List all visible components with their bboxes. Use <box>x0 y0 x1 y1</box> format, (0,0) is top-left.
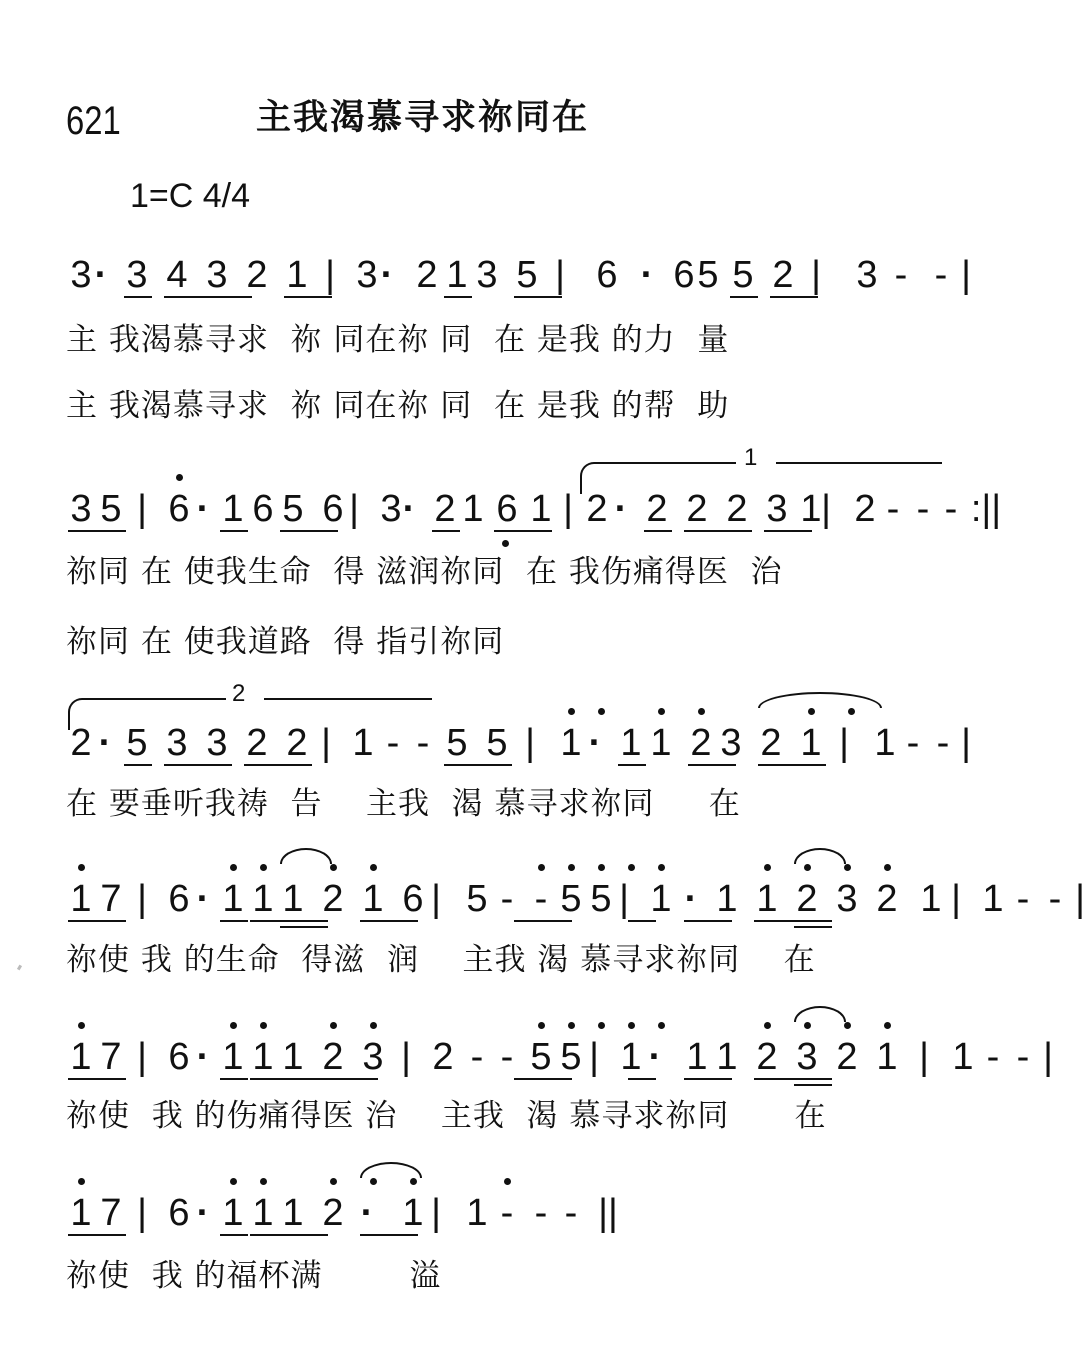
duration-underline <box>444 296 472 298</box>
note: 2 <box>286 722 308 764</box>
scan-smudge <box>17 965 22 971</box>
note: 1 <box>252 1192 274 1234</box>
note: 1 <box>716 1036 738 1078</box>
note: 1 <box>222 488 244 530</box>
barline: | <box>1075 878 1085 920</box>
note: 3 <box>70 254 92 296</box>
duration-underline <box>280 920 328 922</box>
octave-dot <box>370 1178 377 1185</box>
note: 5 <box>560 1036 582 1078</box>
note: 1 <box>620 722 642 764</box>
octave-dot <box>230 1178 237 1185</box>
note: 1 <box>446 254 468 296</box>
note: 2 <box>416 254 438 296</box>
key-signature: 1=C 4/4 <box>130 177 251 215</box>
note: - <box>894 254 908 296</box>
note: - <box>986 1036 1000 1078</box>
duration-underline <box>360 920 418 922</box>
dot-extension: · <box>380 254 394 296</box>
lyric-line-3: 在 要垂听我祷 告 主我 渴 慕寻求祢同 在 <box>66 786 741 822</box>
note: - <box>934 254 948 296</box>
note: 5 <box>560 878 582 920</box>
note: :|| <box>970 488 1002 530</box>
barline: | <box>431 1192 441 1234</box>
note: 2 <box>322 1192 344 1234</box>
note: 2 <box>586 488 608 530</box>
duration-underline <box>124 296 152 298</box>
duration-underline <box>494 530 552 532</box>
note: 1 <box>800 488 822 530</box>
barline: | <box>401 1036 411 1078</box>
note: 1 <box>252 1036 274 1078</box>
dot-extension: · <box>196 878 210 920</box>
octave-dot <box>598 1022 605 1029</box>
note: 3 <box>166 722 188 764</box>
note: 1 <box>282 878 304 920</box>
note: 6 <box>596 254 618 296</box>
note: 1 <box>650 878 672 920</box>
note: 1 <box>530 488 552 530</box>
duration-underline <box>618 764 646 766</box>
note: 1 <box>222 1036 244 1078</box>
tie-arc <box>280 848 332 864</box>
duration-underline <box>514 1078 572 1080</box>
octave-dot <box>764 1022 771 1029</box>
note: 1 <box>286 254 308 296</box>
duration-underline <box>220 1078 248 1080</box>
note: 2 <box>772 254 794 296</box>
note: 1 <box>362 878 384 920</box>
barline: | <box>811 254 821 296</box>
barline: | <box>821 488 831 530</box>
note: 1 <box>282 1036 304 1078</box>
note: 6 <box>168 1192 190 1234</box>
note: 5 <box>100 488 122 530</box>
octave-dot <box>658 708 665 715</box>
duration-underline <box>250 1078 378 1080</box>
barline: | <box>961 722 971 764</box>
octave-dot <box>568 1022 575 1029</box>
lyric-line-1-verse-1: 主 我渴慕寻求 祢 同在祢 同 在 是我 的力 量 <box>66 322 730 358</box>
low-octave-dot <box>502 540 509 547</box>
note: - <box>944 488 958 530</box>
lyric-line-5: 祢使 我 的伤痛得医 治 主我 渴 慕寻求祢同 在 <box>66 1098 827 1134</box>
duration-underline <box>794 1078 832 1080</box>
note: 5 <box>126 722 148 764</box>
barline: | <box>555 254 565 296</box>
note: - <box>500 1192 514 1234</box>
note: 6 <box>168 1036 190 1078</box>
note: 5 <box>446 722 468 764</box>
note: 3 <box>476 254 498 296</box>
note: 5 <box>590 878 612 920</box>
note: 2 <box>854 488 876 530</box>
barline: | <box>325 254 335 296</box>
note: 2 <box>70 722 92 764</box>
note: 2 <box>322 878 344 920</box>
octave-dot <box>330 1178 337 1185</box>
duration-underline <box>68 530 126 532</box>
octave-dot <box>658 864 665 871</box>
note: 1 <box>876 1036 898 1078</box>
note: 1 <box>716 878 738 920</box>
note: - <box>534 1192 548 1234</box>
duration-underline <box>794 926 832 928</box>
note: 3 <box>362 1036 384 1078</box>
octave-dot <box>884 1022 891 1029</box>
note: - <box>906 722 920 764</box>
barline: | <box>525 722 535 764</box>
note: 3 <box>206 254 228 296</box>
note: 6 <box>168 878 190 920</box>
octave-dot <box>844 1022 851 1029</box>
duration-underline <box>764 530 812 532</box>
duration-underline <box>514 920 572 922</box>
duration-underline <box>124 764 152 766</box>
duration-underline <box>280 926 328 928</box>
octave-dot <box>538 1022 545 1029</box>
note: 1 <box>874 722 896 764</box>
duration-underline <box>68 1078 126 1080</box>
octave-dot <box>628 1022 635 1029</box>
note: - <box>936 722 950 764</box>
duration-underline <box>684 530 752 532</box>
volta-bracket-2 <box>68 680 438 712</box>
duration-underline <box>628 920 656 922</box>
dot-extension: · <box>684 878 698 920</box>
note: 1 <box>70 1192 92 1234</box>
volta-bracket-1 <box>580 444 950 476</box>
tie-arc <box>758 692 882 708</box>
octave-dot <box>410 1178 417 1185</box>
dot-extension: · <box>94 254 108 296</box>
hymn-header <box>66 96 966 156</box>
note: 6 <box>252 488 274 530</box>
note: 3 <box>70 488 92 530</box>
note: 2 <box>836 1036 858 1078</box>
dot-extension: · <box>360 1192 374 1234</box>
octave-dot <box>330 1022 337 1029</box>
dot-extension: · <box>648 1036 662 1078</box>
octave-dot <box>260 1022 267 1029</box>
octave-dot <box>260 1178 267 1185</box>
duration-underline <box>758 764 826 766</box>
octave-dot <box>260 864 267 871</box>
note: - <box>470 1036 484 1078</box>
octave-dot <box>568 708 575 715</box>
lyric-line-2-verse-2: 祢同 在 使我道路 得 指引祢同 <box>66 624 505 660</box>
note: 5 <box>486 722 508 764</box>
duration-underline <box>220 920 248 922</box>
note: 1 <box>402 1192 424 1234</box>
barline: | <box>137 1036 147 1078</box>
dot-extension: · <box>640 254 654 296</box>
octave-dot <box>370 1022 377 1029</box>
note: 6 <box>168 488 190 530</box>
hymn-number: 621 <box>66 99 121 143</box>
note: 3 <box>856 254 878 296</box>
octave-dot <box>78 1022 85 1029</box>
note: 1 <box>756 878 778 920</box>
octave-dot <box>176 474 183 481</box>
note: - <box>1016 878 1030 920</box>
note: 5 <box>466 878 488 920</box>
notation-line-6 <box>66 1184 986 1238</box>
volta-number-2: 2 <box>232 680 246 707</box>
octave-dot <box>230 1022 237 1029</box>
barline: | <box>619 878 629 920</box>
note: 1 <box>282 1192 304 1234</box>
note: 1 <box>686 1036 708 1078</box>
duration-underline <box>688 764 736 766</box>
note: 1 <box>70 878 92 920</box>
notation-line-2 <box>66 480 1002 534</box>
dot-extension: · <box>588 722 602 764</box>
barline: | <box>589 1036 599 1078</box>
note: 2 <box>646 488 668 530</box>
note: 3 <box>836 878 858 920</box>
note: - <box>916 488 930 530</box>
octave-dot <box>698 708 705 715</box>
note: 3 <box>380 488 402 530</box>
octave-dot <box>884 864 891 871</box>
note: 6 <box>402 878 424 920</box>
note: 1 <box>70 1036 92 1078</box>
note: 2 <box>322 1036 344 1078</box>
duration-underline <box>360 1078 378 1080</box>
note: 1 <box>222 1192 244 1234</box>
octave-dot <box>538 864 545 871</box>
note: 2 <box>876 878 898 920</box>
barline: | <box>1043 1036 1053 1078</box>
duration-underline <box>684 1078 732 1080</box>
note: 1 <box>466 1192 488 1234</box>
tie-arc <box>794 1006 846 1022</box>
duration-underline <box>244 764 312 766</box>
duration-underline <box>444 764 512 766</box>
dot-extension: · <box>196 1192 210 1234</box>
octave-dot <box>764 864 771 871</box>
tie-arc <box>794 848 846 864</box>
note: 2 <box>432 1036 454 1078</box>
barline: | <box>563 488 573 530</box>
note: - <box>886 488 900 530</box>
dot-extension: · <box>196 1036 210 1078</box>
note: 1 <box>800 722 822 764</box>
barline: | <box>951 878 961 920</box>
note: 2 <box>690 722 712 764</box>
duration-underline <box>514 296 562 298</box>
note: 1 <box>650 722 672 764</box>
note: 5 <box>732 254 754 296</box>
duration-underline <box>164 296 252 298</box>
note: 2 <box>756 1036 778 1078</box>
notation-line-5 <box>66 1028 1053 1082</box>
note: - <box>500 878 514 920</box>
octave-dot <box>658 1022 665 1029</box>
duration-underline <box>280 530 338 532</box>
note: 3 <box>126 254 148 296</box>
duration-underline <box>644 530 672 532</box>
duration-underline <box>250 1234 328 1236</box>
note: - <box>500 1036 514 1078</box>
octave-dot <box>78 1178 85 1185</box>
note: - <box>386 722 400 764</box>
octave-dot <box>628 864 635 871</box>
note: 7 <box>100 1036 122 1078</box>
octave-dot <box>804 1022 811 1029</box>
barline: | <box>321 722 331 764</box>
octave-dot <box>598 708 605 715</box>
duration-underline <box>794 920 832 922</box>
note: 3 <box>356 254 378 296</box>
duration-underline <box>360 1234 418 1236</box>
octave-dot <box>330 864 337 871</box>
lyric-line-2-verse-1: 祢同 在 使我生命 得 滋润祢同 在 我伤痛得医 治 <box>66 554 783 590</box>
note: 1 <box>462 488 484 530</box>
octave-dot <box>504 1178 511 1185</box>
lyric-line-1-verse-2: 主 我渴慕寻求 祢 同在祢 同 在 是我 的帮 助 <box>66 388 730 424</box>
note: 3 <box>766 488 788 530</box>
hymn-title: 主我渴慕寻求祢同在 <box>256 98 590 138</box>
note: 6 <box>322 488 344 530</box>
duration-underline <box>628 1078 656 1080</box>
note: 2 <box>726 488 748 530</box>
notation-line-4 <box>66 870 1085 924</box>
duration-underline <box>68 1234 126 1236</box>
dot-extension: · <box>614 488 628 530</box>
note: - <box>1048 878 1062 920</box>
octave-dot <box>844 864 851 871</box>
note: 6 <box>673 254 695 296</box>
note: 5 <box>697 254 719 296</box>
octave-dot <box>598 864 605 871</box>
note: 1 <box>620 1036 642 1078</box>
octave-dot <box>848 708 855 715</box>
note: 1 <box>952 1036 974 1078</box>
note: 5 <box>282 488 304 530</box>
barline: | <box>349 488 359 530</box>
note: 1 <box>982 878 1004 920</box>
note: || <box>598 1192 618 1234</box>
duration-underline <box>794 1084 832 1086</box>
octave-dot <box>230 864 237 871</box>
note: - <box>534 878 548 920</box>
note: 1 <box>252 878 274 920</box>
note: 2 <box>796 878 818 920</box>
volta-number-1: 1 <box>744 444 758 471</box>
duration-underline <box>432 530 460 532</box>
duration-underline <box>220 1234 248 1236</box>
note: 2 <box>760 722 782 764</box>
notation-line-3 <box>66 714 986 768</box>
dot-extension: · <box>402 488 416 530</box>
note: 1 <box>920 878 942 920</box>
note: 7 <box>100 1192 122 1234</box>
barline: | <box>431 878 441 920</box>
duration-underline <box>284 296 332 298</box>
note: 5 <box>516 254 538 296</box>
lyric-line-6: 祢使 我 的福杯满 溢 <box>66 1258 442 1294</box>
note: 1 <box>352 722 374 764</box>
note: 3 <box>206 722 228 764</box>
barline: | <box>961 254 971 296</box>
note: 2 <box>246 722 268 764</box>
note: 2 <box>686 488 708 530</box>
dot-extension: · <box>196 488 210 530</box>
barline: | <box>839 722 849 764</box>
octave-dot <box>370 864 377 871</box>
dot-extension: · <box>98 722 112 764</box>
tie-arc <box>360 1162 422 1178</box>
lyric-line-4: 祢使 我 的生命 得滋 润 主我 渴 慕寻求祢同 在 <box>66 942 816 978</box>
duration-underline <box>730 296 758 298</box>
note: 7 <box>100 878 122 920</box>
octave-dot <box>568 864 575 871</box>
note: 3 <box>796 1036 818 1078</box>
barline: | <box>137 1192 147 1234</box>
duration-underline <box>68 920 126 922</box>
note: - <box>1016 1036 1030 1078</box>
note: 5 <box>530 1036 552 1078</box>
note: 4 <box>166 254 188 296</box>
duration-underline <box>220 530 248 532</box>
octave-dot <box>804 864 811 871</box>
barline: | <box>919 1036 929 1078</box>
note: 2 <box>434 488 456 530</box>
note: 2 <box>246 254 268 296</box>
note: - <box>564 1192 578 1234</box>
note: - <box>416 722 430 764</box>
duration-underline <box>164 764 232 766</box>
note: 1 <box>222 878 244 920</box>
barline: | <box>137 878 147 920</box>
barline: | <box>137 488 147 530</box>
note: 6 <box>496 488 518 530</box>
notation-line-1 <box>66 246 986 300</box>
note: 1 <box>560 722 582 764</box>
octave-dot <box>78 864 85 871</box>
octave-dot <box>808 708 815 715</box>
duration-underline <box>770 296 818 298</box>
duration-underline <box>684 920 732 922</box>
note: 3 <box>720 722 742 764</box>
